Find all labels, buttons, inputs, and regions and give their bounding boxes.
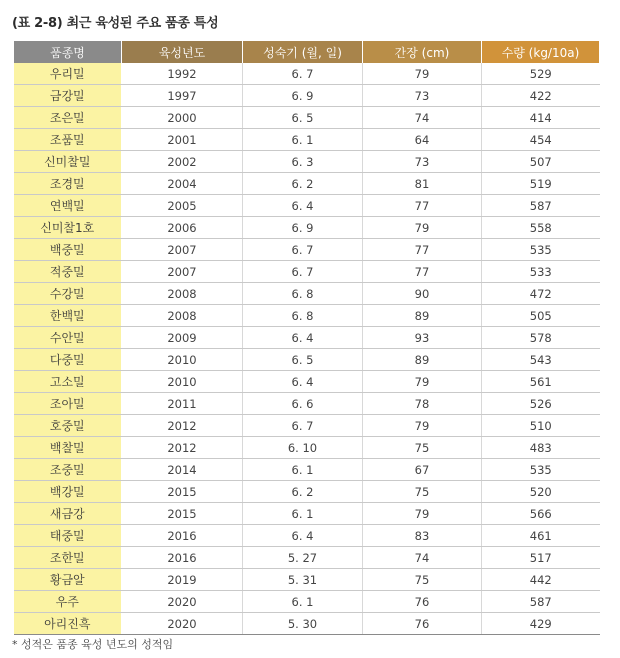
table-row [14,349,600,371]
cell-culm-length: 74 [363,107,482,129]
cell-maturity: 6. 2 [243,481,363,503]
cell-yield: 561 [482,371,600,393]
cell-variety: 적중밀 [14,261,122,283]
table-row [14,415,600,437]
cell-yield: 519 [482,173,600,195]
cell-culm-length: 75 [363,569,482,591]
table-row [14,63,600,85]
table-row [14,371,600,393]
cell-culm-length: 64 [363,129,482,151]
cell-culm-length: 93 [363,327,482,349]
cell-maturity: 5. 30 [243,613,363,635]
cell-yield: 454 [482,129,600,151]
cell-variety: 조아밀 [14,393,122,415]
cell-yield: 483 [482,437,600,459]
cell-maturity: 6. 4 [243,195,363,217]
cell-year: 2009 [122,327,243,349]
cell-maturity: 6. 1 [243,459,363,481]
variety-table [13,41,600,635]
cell-year: 2012 [122,437,243,459]
table-caption: (표 2-8) 최근 육성된 주요 품종 특성 [12,16,219,31]
header-variety: 품종명 [14,41,122,63]
cell-maturity: 6. 4 [243,371,363,393]
cell-year: 2010 [122,349,243,371]
cell-variety: 백중밀 [14,239,122,261]
cell-yield: 505 [482,305,600,327]
cell-yield: 543 [482,349,600,371]
cell-maturity: 6. 1 [243,591,363,613]
cell-yield: 587 [482,195,600,217]
header-maturity: 성숙기 (월, 일) [243,41,363,63]
cell-culm-length: 89 [363,305,482,327]
cell-yield: 578 [482,327,600,349]
cell-year: 2000 [122,107,243,129]
cell-yield: 558 [482,217,600,239]
cell-maturity: 5. 27 [243,547,363,569]
cell-maturity: 6. 9 [243,85,363,107]
cell-yield: 422 [482,85,600,107]
cell-culm-length: 74 [363,547,482,569]
cell-culm-length: 76 [363,613,482,635]
cell-culm-length: 67 [363,459,482,481]
table-row [14,481,600,503]
cell-culm-length: 77 [363,195,482,217]
cell-maturity: 6. 8 [243,305,363,327]
table-row [14,195,600,217]
cell-year: 2019 [122,569,243,591]
cell-yield: 442 [482,569,600,591]
cell-variety: 백강밀 [14,481,122,503]
cell-culm-length: 79 [363,217,482,239]
cell-variety: 황금알 [14,569,122,591]
cell-year: 2004 [122,173,243,195]
cell-year: 2011 [122,393,243,415]
cell-yield: 520 [482,481,600,503]
cell-culm-length: 76 [363,591,482,613]
cell-culm-length: 83 [363,525,482,547]
cell-variety: 백찰밀 [14,437,122,459]
cell-yield: 510 [482,415,600,437]
cell-variety: 새금강 [14,503,122,525]
cell-variety: 아리진흑 [14,613,122,635]
cell-maturity: 6. 8 [243,283,363,305]
table-row [14,591,600,613]
cell-variety: 다중밀 [14,349,122,371]
cell-year: 2010 [122,371,243,393]
cell-variety: 수안밀 [14,327,122,349]
cell-yield: 587 [482,591,600,613]
cell-variety: 조중밀 [14,459,122,481]
cell-variety: 금강밀 [14,85,122,107]
cell-yield: 461 [482,525,600,547]
cell-yield: 414 [482,107,600,129]
cell-year: 2008 [122,283,243,305]
cell-year: 2002 [122,151,243,173]
table-body [14,63,600,635]
cell-culm-length: 73 [363,85,482,107]
table-row [14,327,600,349]
cell-culm-length: 77 [363,261,482,283]
cell-year: 2016 [122,547,243,569]
cell-yield: 429 [482,613,600,635]
cell-maturity: 6. 7 [243,239,363,261]
cell-year: 2006 [122,217,243,239]
cell-year: 2005 [122,195,243,217]
cell-yield: 535 [482,239,600,261]
cell-variety: 우리밀 [14,63,122,85]
cell-variety: 고소밀 [14,371,122,393]
cell-culm-length: 79 [363,415,482,437]
cell-yield: 566 [482,503,600,525]
table-row [14,217,600,239]
cell-maturity: 6. 6 [243,393,363,415]
cell-maturity: 6. 3 [243,151,363,173]
cell-maturity: 6. 5 [243,349,363,371]
cell-yield: 529 [482,63,600,85]
cell-year: 2020 [122,591,243,613]
cell-variety: 연백밀 [14,195,122,217]
table-row [14,305,600,327]
table-row [14,239,600,261]
cell-yield: 517 [482,547,600,569]
table-row [14,173,600,195]
cell-year: 1992 [122,63,243,85]
cell-variety: 조품밀 [14,129,122,151]
cell-yield: 526 [482,393,600,415]
footnote: * 성적은 품종 육성 년도의 성적임 [12,638,174,651]
table-row [14,525,600,547]
table-row [14,261,600,283]
cell-culm-length: 89 [363,349,482,371]
cell-variety: 조경밀 [14,173,122,195]
cell-variety: 한백밀 [14,305,122,327]
table-row [14,569,600,591]
cell-culm-length: 81 [363,173,482,195]
cell-maturity: 6. 7 [243,63,363,85]
cell-culm-length: 90 [363,283,482,305]
cell-culm-length: 79 [363,63,482,85]
table-row [14,393,600,415]
header-year: 육성년도 [122,41,243,63]
cell-variety: 우주 [14,591,122,613]
cell-year: 2008 [122,305,243,327]
cell-year: 2007 [122,261,243,283]
cell-year: 2016 [122,525,243,547]
table-row [14,613,600,635]
table-row [14,547,600,569]
cell-maturity: 6. 4 [243,525,363,547]
cell-culm-length: 75 [363,437,482,459]
cell-year: 2015 [122,481,243,503]
cell-maturity: 6. 4 [243,327,363,349]
cell-year: 2015 [122,503,243,525]
cell-variety: 호중밀 [14,415,122,437]
cell-maturity: 6. 2 [243,173,363,195]
table-row [14,283,600,305]
cell-variety: 신미찰밀 [14,151,122,173]
cell-variety: 수강밀 [14,283,122,305]
cell-culm-length: 78 [363,393,482,415]
cell-variety: 신미찰1호 [14,217,122,239]
cell-maturity: 5. 31 [243,569,363,591]
header-culm-length: 간장 (cm) [363,41,482,63]
cell-culm-length: 79 [363,371,482,393]
header-yield: 수량 (kg/10a) [482,41,600,63]
table-row [14,437,600,459]
cell-maturity: 6. 5 [243,107,363,129]
cell-maturity: 6. 1 [243,503,363,525]
cell-year: 2012 [122,415,243,437]
cell-yield: 533 [482,261,600,283]
cell-variety: 태중밀 [14,525,122,547]
cell-year: 1997 [122,85,243,107]
cell-maturity: 6. 10 [243,437,363,459]
cell-variety: 조은밀 [14,107,122,129]
cell-yield: 535 [482,459,600,481]
cell-variety: 조한밀 [14,547,122,569]
table-row [14,459,600,481]
cell-culm-length: 75 [363,481,482,503]
cell-year: 2020 [122,613,243,635]
cell-maturity: 6. 7 [243,415,363,437]
header-row [14,41,600,63]
cell-culm-length: 79 [363,503,482,525]
cell-maturity: 6. 9 [243,217,363,239]
cell-maturity: 6. 7 [243,261,363,283]
cell-year: 2014 [122,459,243,481]
cell-yield: 507 [482,151,600,173]
table-row [14,107,600,129]
cell-year: 2007 [122,239,243,261]
cell-culm-length: 77 [363,239,482,261]
cell-yield: 472 [482,283,600,305]
cell-culm-length: 73 [363,151,482,173]
cell-year: 2001 [122,129,243,151]
table-row [14,129,600,151]
cell-maturity: 6. 1 [243,129,363,151]
table-row [14,503,600,525]
table-row [14,85,600,107]
table-row [14,151,600,173]
